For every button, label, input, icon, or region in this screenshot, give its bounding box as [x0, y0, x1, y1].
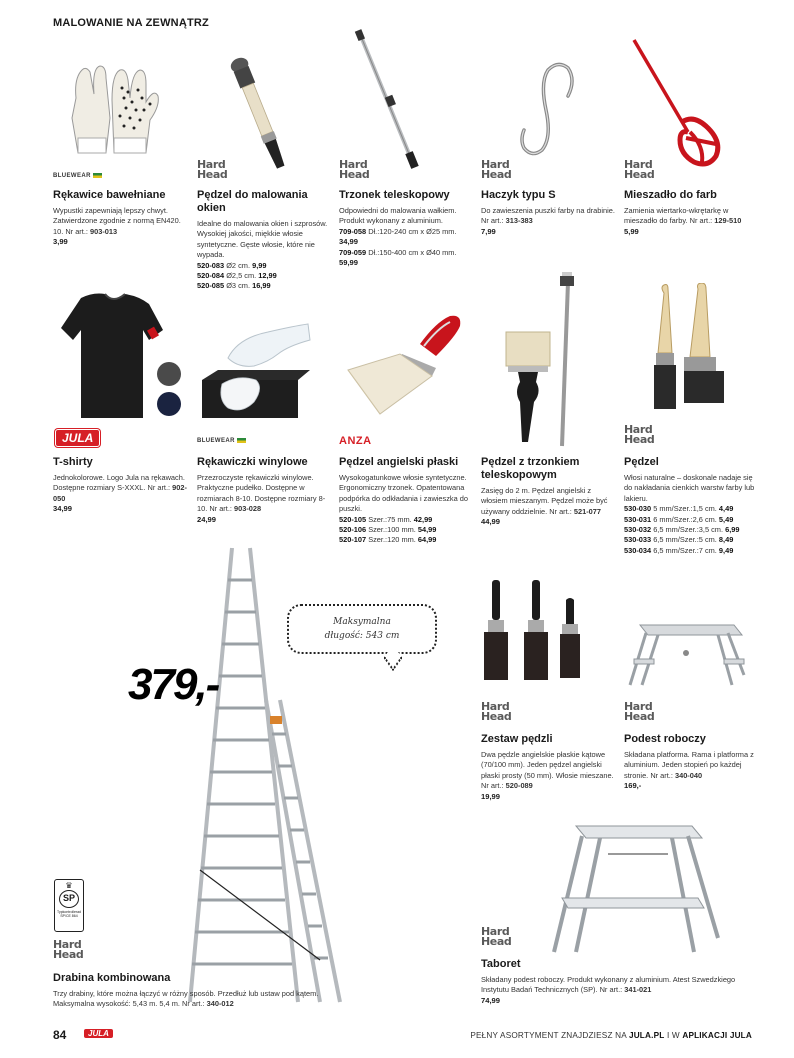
product-price: 7,99: [481, 226, 496, 236]
bluewear-logo: BLUEWEAR: [197, 438, 246, 444]
product-price: 44,99: [481, 517, 501, 527]
max-length-callout: Maksymalna długość: 543 cm: [287, 604, 437, 654]
product-desc: Włosi naturalne – doskonale nadaje się do nakładania cienkich warstw farby lub lakieru.: [624, 473, 755, 503]
footer-assortment-text: PEŁNY ASORTYMENT ZNAJDZIESZ NA JULA.PL I W APLIKACJI JULA: [470, 1031, 752, 1040]
variant-row: 520-083 Ø2 cm. 9,99: [197, 260, 267, 270]
product-name: Pędzel z trzonkiem teleskopowym: [481, 456, 580, 481]
product-name: Drabina kombinowana: [53, 972, 171, 984]
product-desc: Do zawieszenia puszki farby na drabinie. Nr art.: 313-383: [481, 206, 615, 226]
paint-mixer-image: [624, 36, 734, 171]
product-name: Rękawice bawełniane: [53, 189, 166, 201]
product-name: Podest roboczy: [624, 733, 706, 745]
variant-row: 530-032 6,5 mm/Szer.:3,5 cm. 6,99: [624, 525, 740, 535]
product-price: 3,99: [53, 237, 68, 247]
product-telescopic-pole: [339, 189, 474, 268]
product-price: 24,99: [197, 514, 217, 524]
product-platform: [624, 733, 759, 792]
tshirt-image: [53, 290, 188, 422]
variant-row: 530-031 6 mm/Szer.:2,6 cm. 5,49: [624, 514, 734, 524]
product-ladder: [53, 972, 323, 1010]
hard-head-logo: Hard Head: [624, 158, 655, 181]
hard-head-logo: Hard Head: [481, 158, 512, 181]
sp-certification-badge: ♛ SP Typkontrollerad SP/CE 864: [54, 879, 84, 932]
product-name: Mieszadło do farb: [624, 189, 717, 201]
variant-price: 34,99: [339, 237, 359, 247]
product-desc: Wypustki zapewniają lepszy chwyt. Zatwierdzone zgodnie z normą EN420. 10. Nr art.: 903-013: [53, 206, 181, 236]
hard-head-logo: Hard Head: [624, 700, 655, 723]
variant-row: 709-058 Dł.:120-240 cm x Ø25 mm.: [339, 226, 457, 236]
product-name: Zestaw pędzli: [481, 733, 553, 745]
variant-price: 59,99: [339, 258, 359, 268]
product-desc: Zasięg do 2 m. Pędzel angielski z włosiem mieszanym. Pędzel może być używany oddzielnie. Nr art.: 521-077: [481, 486, 608, 516]
product-price: 169,-: [624, 781, 642, 791]
cotton-gloves-image: [66, 58, 166, 158]
product-name: Haczyk typu S: [481, 189, 556, 201]
product-name: Taboret: [481, 958, 521, 970]
variant-row: 520-084 Ø2,5 cm. 12,99: [197, 271, 277, 281]
product-tshirt: [53, 456, 188, 515]
product-mixer: [624, 189, 759, 237]
product-desc: Wysokogatunkowe włosie syntetyczne. Ergonomiczny trzonek. Opatentowana podpórka do odkładania i zawieszka do puszki.: [339, 473, 469, 514]
crown-icon: ♛: [65, 881, 73, 890]
telescopic-pole-image: [350, 28, 430, 173]
product-desc: Idealne do malowania okien i szprosów. Wysokiej jakości, miękkie włosie syntetyczne. Gęste włosie, które nie wypada.: [197, 219, 328, 260]
variant-row: 520-107 Szer.:120 mm. 64,99: [339, 535, 437, 545]
hard-head-logo: Hard Head: [197, 158, 228, 181]
variant-row: 530-034 6,5 mm/Szer.:7 cm. 9,49: [624, 545, 734, 555]
product-name: Pędzel: [624, 456, 659, 468]
step-stool-image: [548, 818, 728, 956]
ladder-big-price: 379,-: [128, 660, 219, 709]
product-desc: Dwa pędzle angielskie płaskie kątowe (70/100 mm). Jeden pędzel angielski płaski prosty (50 mm). Włosie mieszane. Nr art.: 520-089: [481, 750, 614, 791]
product-english-brush: [339, 456, 474, 546]
product-desc: Trzy drabiny, które można łączyć w różny sposób. Przedłuż lub ustaw pod kątem. Maksymalna wysokość: 5,43 m. 5,4 m. Nr art.: 340-012: [53, 989, 319, 1009]
section-title: MALOWANIE NA ZEWNĄTRZ: [53, 17, 209, 29]
natural-brush-image: [650, 283, 730, 413]
page-number: 84: [53, 1028, 67, 1042]
s-hook-image: [514, 60, 584, 160]
product-price: 74,99: [481, 995, 501, 1005]
anza-logo: ANZA: [339, 435, 372, 447]
hard-head-logo: Hard Head: [624, 423, 655, 446]
product-vinyl-gloves: [197, 456, 332, 525]
footer-site-link[interactable]: JULA.PL: [628, 1031, 665, 1040]
product-s-hook: [481, 189, 616, 237]
vinyl-gloves-image: [198, 318, 313, 423]
variant-row: 530-030 5 mm/Szer.:1,5 cm. 4,49: [624, 504, 734, 514]
product-price: 19,99: [481, 791, 501, 801]
variant-row: 709-059 Dł.:150-400 cm x Ø40 mm.: [339, 247, 457, 257]
product-stool: [481, 958, 741, 1006]
variant-row: 520-085 Ø3 cm. 16,99: [197, 281, 271, 291]
product-name: Pędzel angielski płaski: [339, 456, 459, 468]
jula-footer-logo: JULA: [84, 1029, 113, 1038]
product-desc: Zamienia wiertarko-wkrętarkę w mieszadło do farby. Nr art.: 129-510: [624, 206, 742, 226]
jula-logo: JULA: [55, 429, 100, 447]
product-pole-brush: [481, 456, 616, 528]
pole-brush-image: [498, 272, 588, 450]
hard-head-logo: Hard Head: [481, 925, 512, 948]
work-platform-image: [624, 605, 749, 690]
product-window-brush: [197, 189, 332, 292]
window-brush-image: [222, 50, 302, 175]
hard-head-logo: Hard Head: [481, 700, 512, 723]
product-price: 5,99: [624, 226, 639, 236]
product-desc: Odpowiedni do malowania wałkiem. Produkt wykonany z aluminium.: [339, 206, 457, 226]
product-name: Trzonek teleskopowy: [339, 189, 450, 201]
footer-app-link[interactable]: APLIKACJI JULA: [682, 1031, 752, 1040]
product-desc: Składana platforma. Rama i platforma z aluminium. Jeden stopień po każdej stronie. Nr art.: 340-040: [624, 750, 754, 780]
product-price: 34,99: [53, 504, 73, 514]
product-name: Pędzel do malowania okien: [197, 189, 308, 214]
variant-row: 520-106 Szer.:100 mm. 54,99: [339, 525, 437, 535]
brush-set-image: [478, 576, 588, 684]
product-gloves: [53, 189, 188, 248]
bluewear-logo: BLUEWEAR: [53, 173, 102, 179]
product-brush-set: [481, 733, 616, 802]
product-desc: Składany podest roboczy. Produkt wykonany z aluminium. Atest Szwedzkiego Instytutu Badań Technicznych (SP). Nr art.: 341-021: [481, 975, 736, 995]
product-natural-brush: [624, 456, 759, 556]
hard-head-logo: Hard Head: [53, 938, 84, 961]
product-name: T-shirty: [53, 456, 93, 468]
variant-row: 530-033 6,5 mm/Szer.:5 cm. 8,49: [624, 535, 734, 545]
product-name: Rękawiczki winylowe: [197, 456, 308, 468]
product-desc: Jednokolorowe. Logo Jula na rękawach. Dostępne rozmiary S-XXXL. Nr art.: 902-050: [53, 473, 187, 503]
english-brush-image: [340, 310, 465, 422]
product-desc: Przezroczyste rękawiczki winylowe. Praktyczne pudełko. Dostępne w rozmiarach 8-10. Dostępne rozmiary 8-10. Nr art.: 903-028: [197, 473, 326, 514]
variant-row: 520-105 Szer.:75 mm. 42,99: [339, 514, 433, 524]
hard-head-logo: Hard Head: [339, 158, 370, 181]
